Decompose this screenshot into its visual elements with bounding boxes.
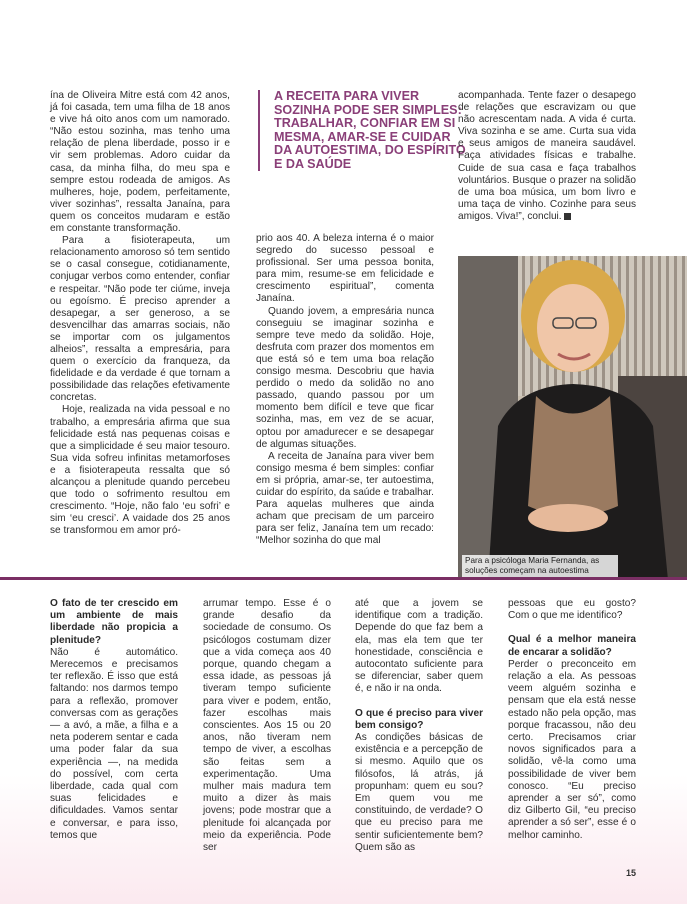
answer: As condições básicas de existência e a percepção de si mesmo. Aquilo que os filósofos, lá atrás, já propunham: quem eu sou? Em quem vou me constituindo, de verdade? O que eu preciso para me sentir suficientemente bem? Quem são as [355, 732, 483, 853]
question: O fato de ter crescido em um ambiente de mais liberdade não propicia a plenitude? [50, 598, 178, 646]
article-column-1 [50, 90, 230, 537]
paragraph: prio aos 40. A beleza interna é o maior segredo do sucesso pessoal e profissional. Ser uma pessoa bonita, para mim, resume-se em felicidade e crescimento espiritual”, comenta Janaína. [256, 233, 434, 305]
portrait-illustration [458, 256, 687, 580]
answer: Perder o preconceito em relação a ela. As pessoas veem alguém sozinha e pensam que ela está nesse estado não pela opção, mas porque fracassou, não deu certo. Precisamos criar novos significados para a solidão, vê-la como uma possibilidade de viver bem conosco. “Eu preciso aprender a ser só”, como diz Gilberto Gil, “eu preciso aprender a só ser”, esse é o melhor caminho. [508, 658, 636, 841]
photo-caption: Para a psicóloga Maria Fernanda, as soluções começam na autoestima [462, 555, 618, 577]
end-mark-icon [564, 213, 571, 220]
paragraph: Quando jovem, a empresária nunca conseguiu se imaginar sozinha e sempre teve medo da solidão. Hoje, desfruta com prazer dos momentos em que está só e tem uma boa relação consigo mesma. Descobriu que havia perdido o medo da solidão no ano passado, quando passou por um momento bem difícil e teve que ficar sozinha, mas, em vez de se acuar, optou por amadurecer e se desapegar de algumas situações. [256, 305, 434, 450]
answer: arrumar tempo. Esse é o grande desafio da sociedade de consumo. Os psicólogos costumam dizer que a vida começa aos 40 porque, quando chegam a essa idade, as pessoas já tiveram tempo suficiente para viver e podem, então, fazer escolhas mais conscientes. Aos 15 ou 20 anos, não tiveram nem tempo de viver, a escolhas são feitas sem a experimentação. Uma mulher mais madura tem muito a dizer às mais jovens; pode mostrar que a plenitude foi alcançada por meio da experiência. Pode ser [203, 598, 331, 854]
question: Qual é a melhor maneira de encarar a solidão? [508, 634, 636, 658]
section-divider [0, 577, 687, 580]
paragraph: Para a fisioterapeuta, um relacionamento amoroso só tem sentido se o casal consegue, cotidianamente, conjugar verbos como entender, confiar e respeitar. “Não pode ter ciúme, inveja ou egoísmo. É preciso aprender a desapegar, a ser generoso, a se desvencilhar das amarras sociais, não se importar com os julgamentos alheios”, ressalta a empresária, para quem o exercício da franqueza, da fidelidade e da verdade é que tornam a possibilidade das relações efetivamente concretas. [50, 235, 230, 404]
answer: pessoas que eu gosto? Com o que me identifico? [508, 598, 636, 622]
question: O que é preciso para viver bem consigo? [355, 707, 483, 731]
portrait-photo [458, 256, 687, 580]
paragraph: acompanhada. Tente fazer o desapego de relações que escravizam ou que não acrescentam nada. A vida é curta. Viva sozinha e se ame. Curta sua vida e seus amigos de maneira saudável. Faça atividades físicas e trabalhe. Cuide de sua casa e faça trabalhos voluntários. Busque o prazer na solidão de uma boa música, um bom livro e uma taça de vinho. Cozinhe para seus amigos. Viva!”, conclui. [458, 90, 636, 222]
answer: Não é automático. Merecemos e precisamos ter reflexão. É isso que está faltando: nos darmos tempo para a reflexão, promover conversas com as gerações — a avó, a mãe, a filha e a neta poderem sentar e cada uma poder falar da sua experiência —, na medida do possível, com certa liberdade, cada qual com suas felicidades e dificuldades. Vamos sentar e conversar, e para isso, temos que [50, 646, 178, 841]
interview-column-2 [203, 598, 331, 854]
interview-column-4 [508, 598, 636, 842]
interview-column-1 [50, 598, 178, 842]
page-number: 15 [626, 868, 637, 878]
paragraph: A receita de Janaína para viver bem consigo mesma é bem simples: confiar em si própria, amar-se, ter autoestima, cuidar do espírito, da saúde e trabalhar. Para aquelas mulheres que ainda acham que precisam de um parceiro para ser feliz, Janaína tem um recado: “Melhor sozinha do que mal [256, 450, 434, 547]
pull-quote: A RECEITA PARA VIVER SOZINHA PODE SER SIMPLES: TRABALHAR, CONFIAR EM SI MESMA, AMAR-SE E CUIDAR DA AUTOESTIMA, DO ESPÍRITO E DA SAÚDE [258, 90, 466, 171]
article-column-2 [256, 233, 434, 547]
answer: até que a jovem se identifique com a tradição. Depende do que faz bem a ela, mas ela tem que ter honestidade, consciência e autocontato suficiente para se diferenciar, saber quem é, e não ir na onda. [355, 598, 483, 695]
paragraph: Hoje, realizada na vida pessoal e no trabalho, a empresária afirma que sua felicidade está nas pequenas coisas e que a simplicidade é seu maior tesouro. Sua vida sofreu infinitas metamorfoses e a fisioterapeuta ressalta que só alcançou a plenitude quando percebeu que todo o sofrimento resultou em crescimento. “Hoje, não falo ‘eu sofri’ e sim ‘eu cresci’. A vaidade dos 25 anos se transformou em amor pró- [50, 404, 230, 537]
interview-column-3 [355, 598, 483, 854]
paragraph: ína de Oliveira Mitre está com 42 anos, já foi casada, tem uma filha de 18 anos e vive há oito anos com um namorado. “Não estou sozinha, mas tenho uma relação de plena liberdade, posso ir e vir sem problemas. Adoro cuidar da casa, da minha filha, do meu spa e sempre estou rodeada de amigos. As mulheres, hoje, podem, perfeitamente, viver sozinhas”, ressalta Janaína, para quem os conceitos mudaram e estão em constante transformação. [50, 90, 230, 235]
article-column-3 [458, 90, 636, 223]
